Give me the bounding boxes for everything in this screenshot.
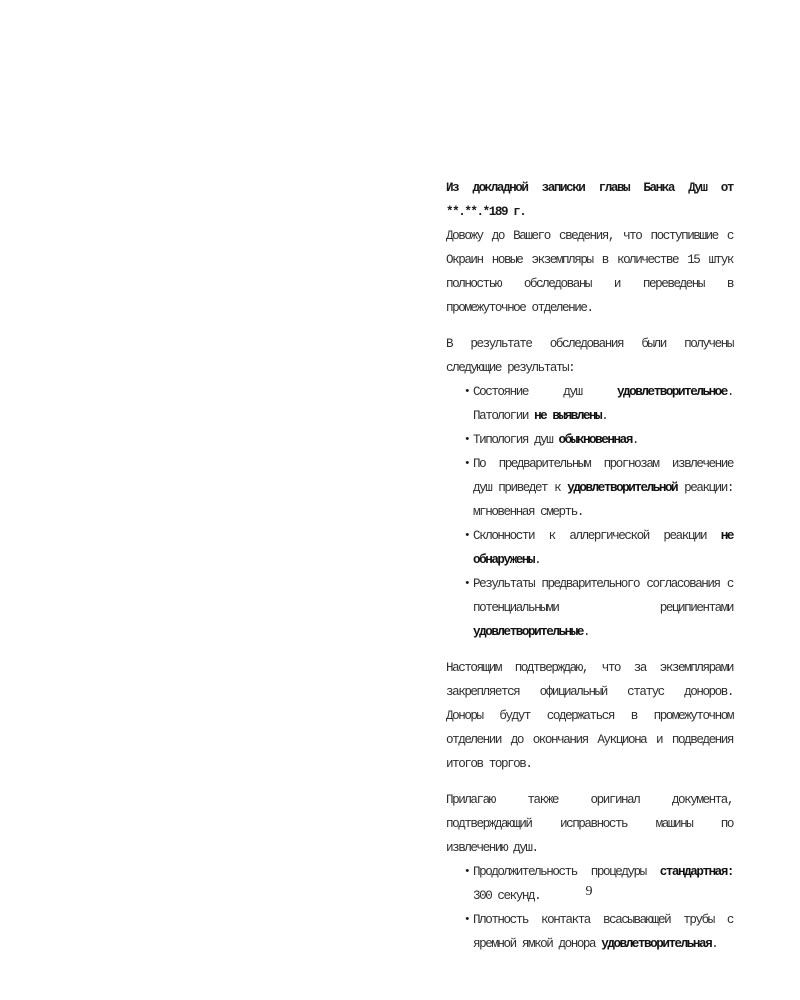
item-text: По предварительным прогнозам извлечение душ приведет к [473,457,733,495]
list-item [464,428,733,452]
results-list [446,380,733,644]
bullet-icon: • [464,458,470,470]
list-item [464,908,733,956]
item-text: . [582,625,590,639]
bullet-icon: • [464,914,470,926]
bullet-icon: • [464,866,470,878]
emphasis-text: удовлетворительное [616,385,727,399]
emphasis-text: удовлетворительные [473,625,583,639]
results-intro: В результате обследования были получены следующие результаты: [446,337,733,375]
item-text: Склонности к аллергической реакции [473,529,721,543]
item-text: Плотность контакта всасывающей трубы с яремной ямкой донора [473,913,733,951]
item-text: реакции: мгновенная смерть. [473,481,733,519]
item-text: . [711,937,718,951]
emphasis-text: удовлетворительная [601,937,712,951]
item-text: Продолжительность процедуры [473,865,660,879]
item-text: . [601,409,608,423]
item-text: 300 секунд. [473,889,541,903]
intro-text: Довожу до Вашего сведения, что поступившие с Окраин новые экземпляры в количестве 15 штук полностью обследованы и переведены в промежуточное отделение. [446,229,733,315]
item-text: . [534,553,541,567]
confirmation-paragraph: Настоящим подтверждаю, что за экземплярами закрепляется официальный статус доноров. Доноры будут содержаться в промежуточном отделении до окончания Аукциона и подведения итогов торгов. [446,661,733,771]
item-text: Результаты предварительного согласования с потенциальными реципиентами [473,577,733,615]
list-item [464,452,733,524]
list-item [464,524,733,572]
item-text: Типология душ [473,433,559,447]
list-item [464,380,733,428]
emphasis-text: обыкновенная [558,433,632,447]
attachment-intro: Прилагаю также оригинал документа, подтверждающий исправность машины по извлечению душ. [446,793,733,855]
emphasis-text: удовлетворительной [567,481,678,495]
emphasis-text: не обнаружены [473,529,733,567]
emphasis-text: не выявлены [534,409,602,423]
bullet-icon: • [464,434,470,446]
bullet-icon: • [464,578,470,590]
bullet-icon: • [464,386,470,398]
document-heading: Из докладной записки главы Банка Душ от **.**.*189 г. [446,181,733,219]
item-text: . [631,433,638,447]
emphasis-text: стандартная: [659,865,733,879]
bullet-icon: • [464,530,470,542]
item-text: . Патологии [473,385,733,423]
list-item [464,572,733,644]
machine-list [446,860,733,956]
document-page [446,176,733,968]
item-text: Состояние душ [473,385,617,399]
page-number: 9 [585,884,593,899]
intro-paragraph [446,176,733,320]
